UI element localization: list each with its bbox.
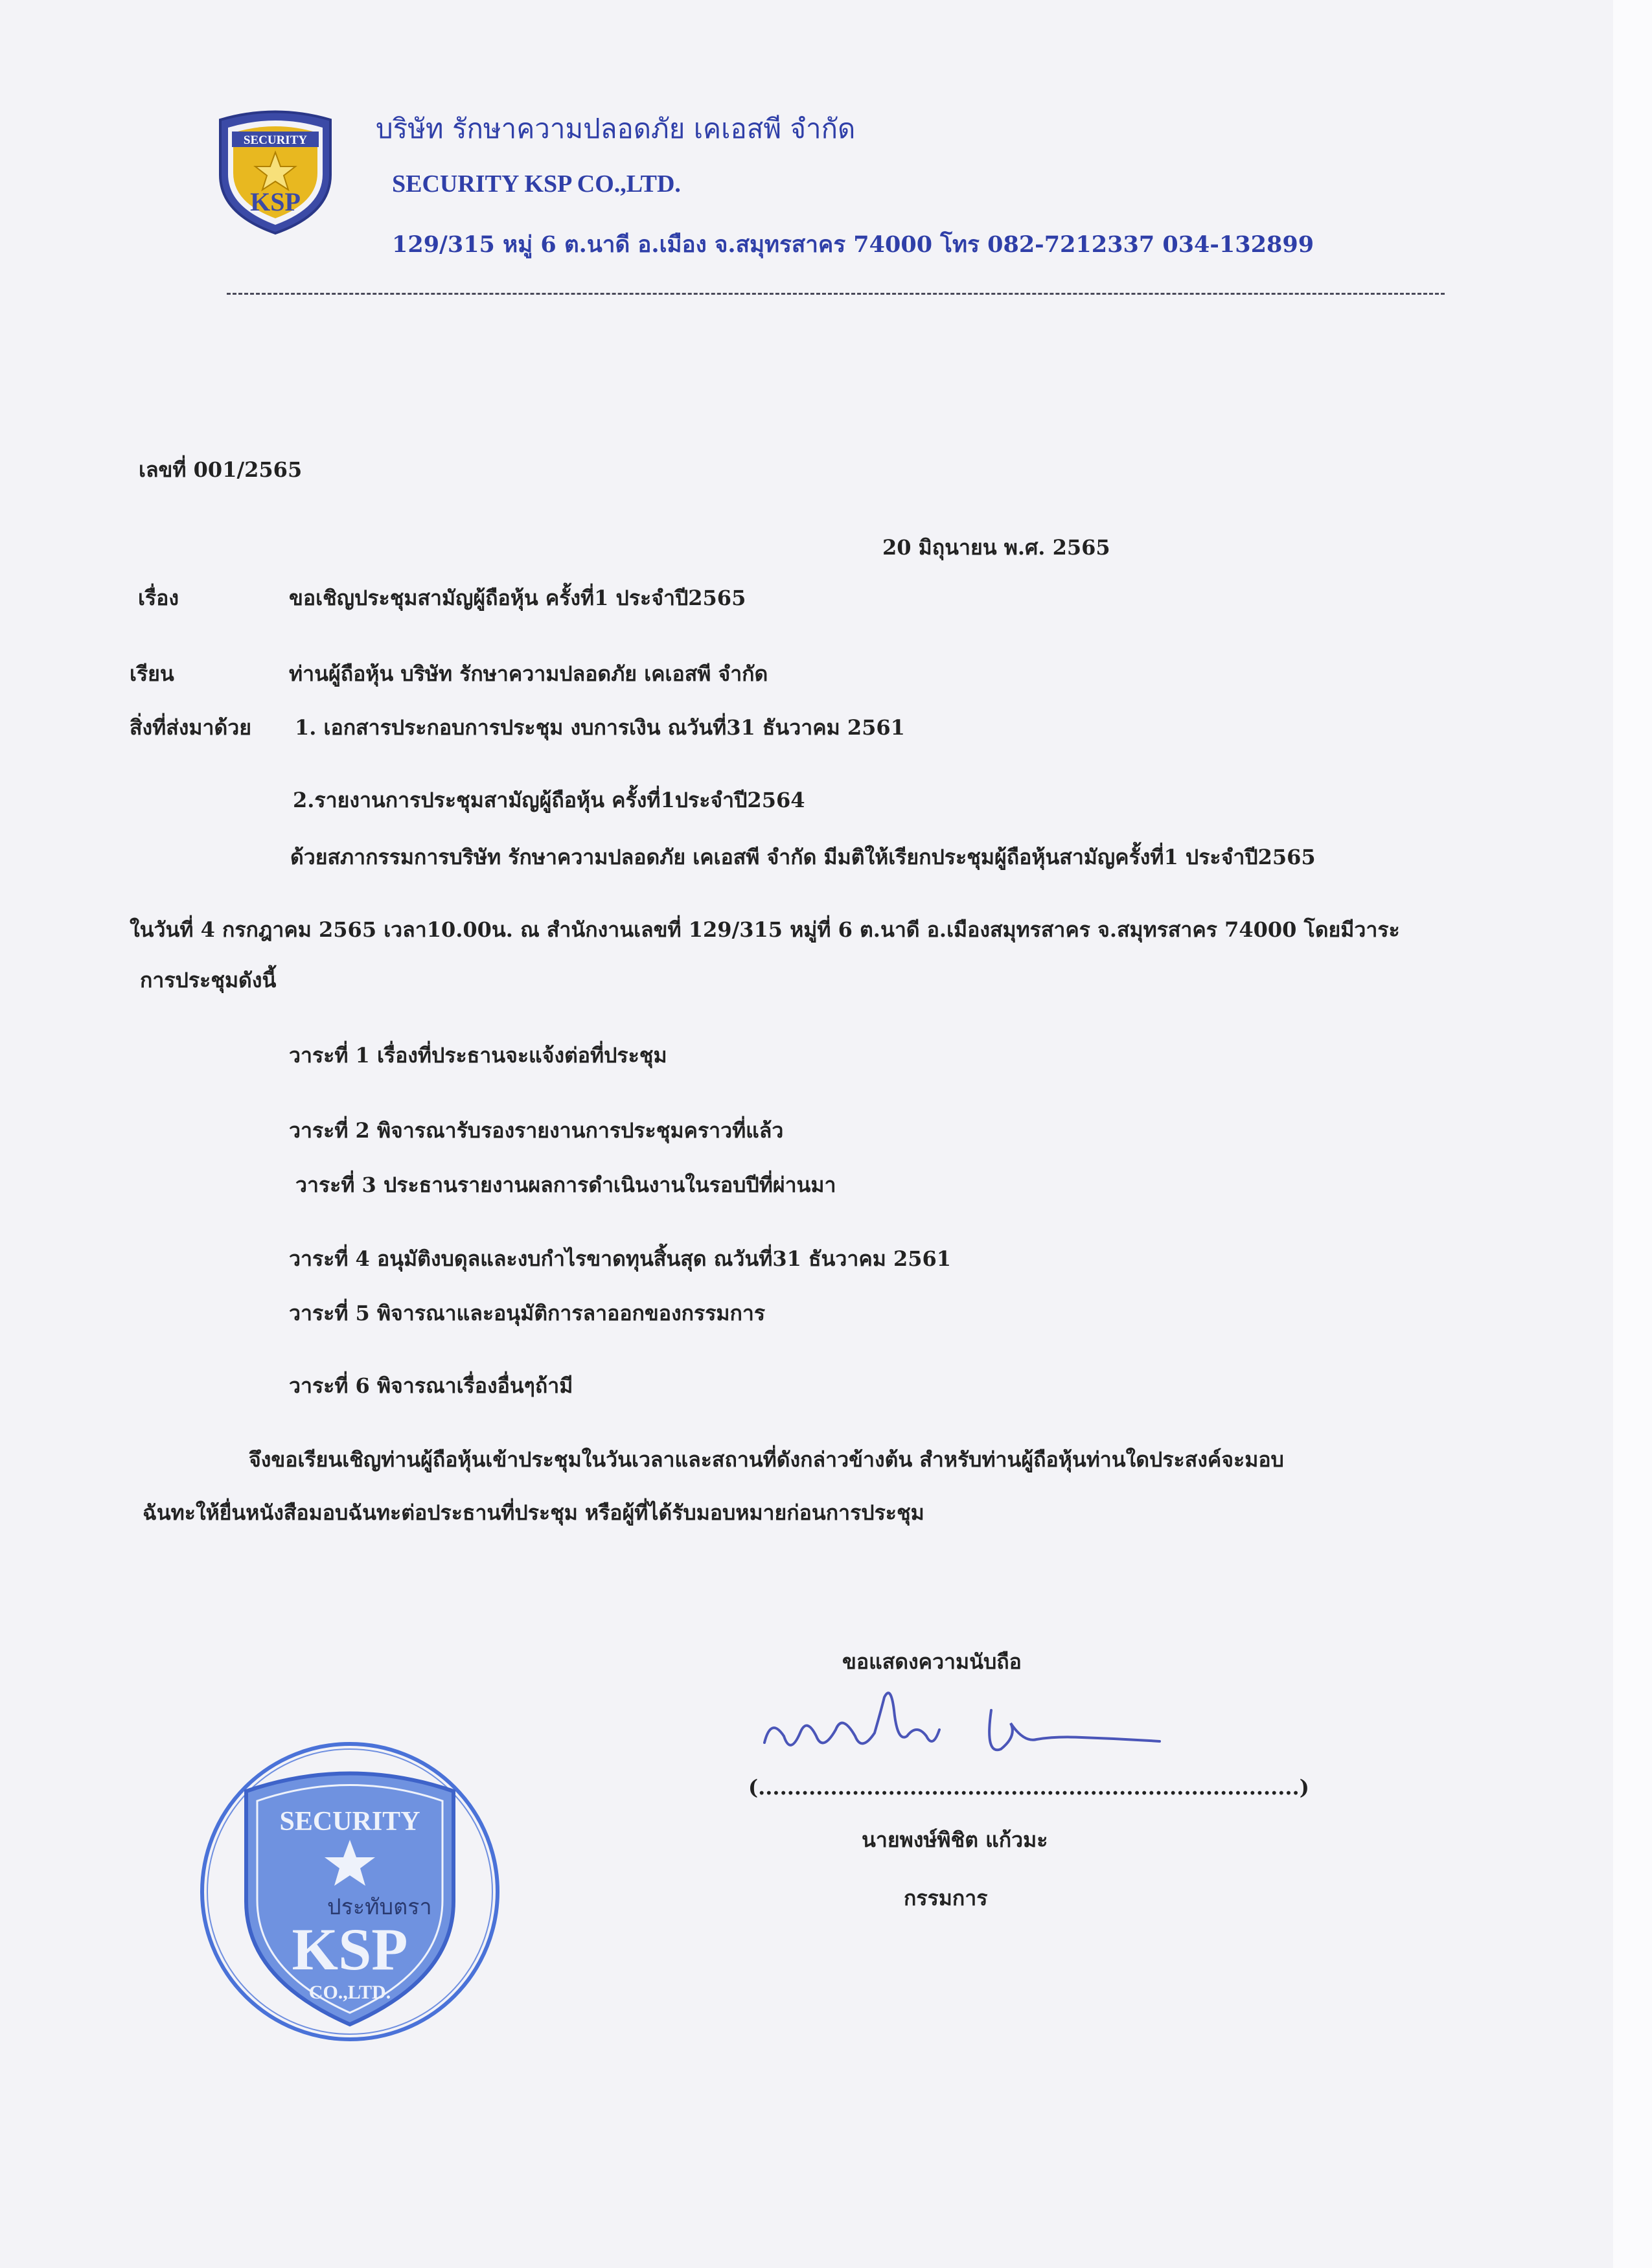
document-number: เลขที่ 001/2565 (139, 457, 303, 482)
agenda-item: วาระที่ 6 พิจารณาเรื่องอื่นๆถ้ามี (289, 1373, 573, 1398)
company-address: 129/315 หมู่ 6 ต.นาดี อ.เมือง จ.สมุทรสาคร 74000 โทร 082-7212337 034-132899 (392, 231, 1314, 258)
recipient-text: ท่านผู้ถือหุ้น บริษัท รักษาความปลอดภัย เคเอสพี จำกัด (289, 661, 768, 686)
company-name-english: SECURITY KSP CO.,LTD. (392, 170, 681, 198)
body-paragraph-line-2: ในวันที่ 4 กรกฎาคม 2565 เวลา10.00น. ณ สำนักงานเลขที่ 129/315 หมู่ที่ 6 ต.นาดี อ.เมืองสมุทรสาคร จ.สมุทรสาคร 74000 โดยมีวาระ (130, 917, 1400, 942)
svg-text:KSP: KSP (250, 187, 301, 216)
regards-text: ขอแสดงความนับถือ (842, 1649, 1022, 1674)
svg-text:KSP: KSP (292, 1916, 408, 1982)
company-seal-stamp (198, 1720, 502, 2057)
agenda-item: วาระที่ 3 ประธานรายงานผลการดำเนินงานในรอบปีที่ผ่านมา (295, 1173, 836, 1197)
svg-text:SECURITY: SECURITY (243, 133, 308, 147)
subject-label: เรื่อง (138, 586, 179, 610)
signature-line: (...........................................................................) (748, 1775, 1309, 1800)
body-paragraph-line-3: การประชุมดังนี้ (140, 968, 277, 992)
letterhead-divider (227, 293, 1445, 295)
svg-text:ประทับตรา: ประทับตรา (327, 1896, 432, 1919)
closing-paragraph-line-2: ฉันทะให้ยื่นหนังสือมอบฉันทะต่อประธานที่ประชุม หรือผู้ที่ได้รับมอบหมายก่อนการประชุม (143, 1500, 924, 1525)
agenda-item: วาระที่ 2 พิจารณารับรองรายงานการประชุมคราวที่แล้ว (289, 1118, 784, 1143)
enclosure-item-2: 2.รายงานการประชุมสามัญผู้ถือหุ้น ครั้งที่1ประจำปี2564 (293, 788, 805, 812)
company-logo (214, 107, 337, 236)
scan-edge (1613, 0, 1652, 2268)
body-paragraph-line-1: ด้วยสภากรรมการบริษัท รักษาความปลอดภัย เคเอสพี จำกัด มีมติให้เรียกประชุมผู้ถือหุ้นสามัญครั้งที่1 ประจำปี2565 (290, 845, 1316, 869)
recipient-label: เรียน (130, 661, 174, 686)
enclosure-item-1: 1. เอกสารประกอบการประชุม งบการเงิน ณวันที่31 ธันวาคม 2561 (295, 715, 905, 740)
document-date: 20 มิถุนายน พ.ศ. 2565 (882, 535, 1110, 560)
company-name-thai: บริษัท รักษาความปลอดภัย เคเอสพี จำกัด (376, 113, 856, 144)
agenda-item: วาระที่ 4 อนุมัติงบดุลและงบกำไรขาดทุนสิ้นสุด ณวันที่31 ธันวาคม 2561 (289, 1246, 952, 1271)
signatory-name: นายพงษ์พิชิต แก้วมะ (862, 1827, 1048, 1852)
agenda-item: วาระที่ 5 พิจารณาและอนุมัติการลาออกของกรรมการ (289, 1301, 766, 1325)
enclosure-label: สิ่งที่ส่งมาด้วย (130, 715, 251, 740)
svg-text:SECURITY: SECURITY (279, 1807, 420, 1837)
closing-paragraph-line-1: จึงขอเรียนเชิญท่านผู้ถือหุ้นเข้าประชุมในวันเวลาและสถานที่ดังกล่าวข้างต้น สำหรับท่านผู้ถือหุ้นท่านใดประสงค์จะมอบ (249, 1447, 1284, 1472)
subject-text: ขอเชิญประชุมสามัญผู้ถือหุ้น ครั้งที่1 ประจำปี2565 (289, 586, 746, 610)
svg-text:CO.,LTD.: CO.,LTD. (308, 1982, 391, 2003)
handwritten-signature (745, 1671, 1173, 1788)
signatory-title: กรรมการ (904, 1886, 988, 1910)
agenda-item: วาระที่ 1 เรื่องที่ประธานจะแจ้งต่อที่ประชุม (289, 1043, 667, 1068)
